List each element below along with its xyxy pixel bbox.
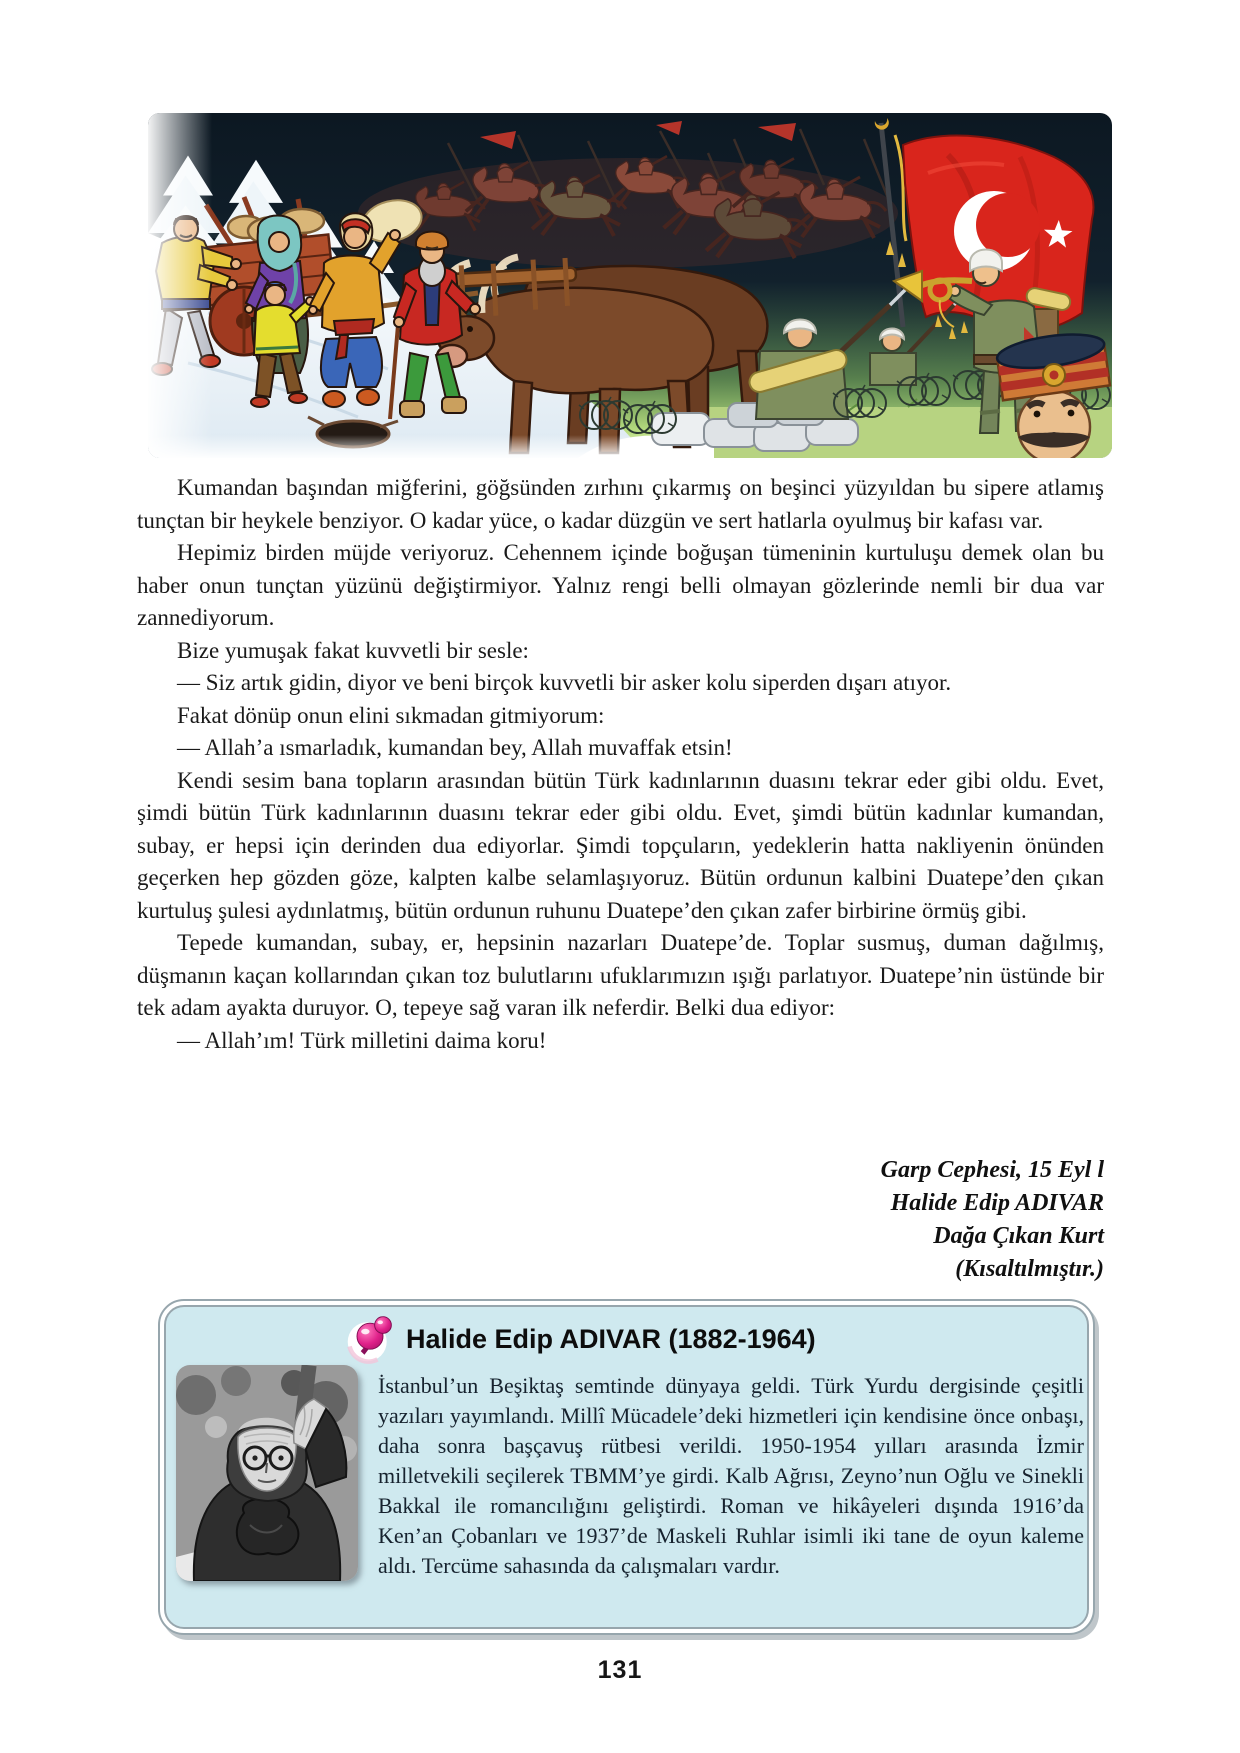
attribution-note: (Kısaltılmıştır.) (955, 1256, 1104, 1282)
author-bio-box (158, 1299, 1095, 1635)
story-paragraph-dialogue: — Siz artık gidin, diyor ve beni birçok kuvvetli bir asker kolu siperden dışarı atıyor. (177, 670, 952, 695)
bio-title: Halide Edip ADIVAR (1882-1964) (406, 1323, 816, 1354)
story-paragraph-dialogue: — Allah’a ısmarladık, kumandan bey, Allah muvaffak etsin! (177, 735, 733, 760)
pushpin-icon (344, 1313, 396, 1365)
story-paragraph: Fakat dönüp onun elini sıkmadan gitmiyorum: (177, 702, 605, 728)
bio-text: İstanbul’un Beşiktaş semtinde dünyaya geldi. Türk Yurdu dergisinde çeşitli yazıları yayımlandı. Millî Mücadele’deki hizmetleri için kendisine önce onbaşı, daha sonra başçavuş rütbesi verildi. 1950-1954 yılları arasında İzmir milletvekili seçilerek TBMM’ye girdi. Kalb Ağrısı, Zeyno’nun Oğlu ve Sinekli Bakkal ile romancılığını geliştirdi. Roman ve hikâyeleri dışında 1916’da Ken’an Çobanları ve 1937’de Maskeli Ruhlar isimli iki tane de oyun kaleme aldı. Tercüme sahasında da çalışmaları vardır. (378, 1373, 1084, 1578)
story-paragraph: Kumandan başından miğferini, göğsünden zırhını çıkarmış on beşinci yüzyıldan bu sipere atlamış tunçtan bir heykele benziyor. O kadar yüce, o kadar düzgün ve sert hatlarla oyulmuş bir kafası var. (137, 475, 1104, 533)
attribution-work: Dağa Çıkan Kurt (933, 1223, 1104, 1249)
bio-title-row (344, 1313, 816, 1365)
attribution-source: Garp Cephesi, 15 Eyl l (880, 1157, 1104, 1183)
page-number: 131 (597, 1656, 643, 1684)
story-paragraph-dialogue: — Allah’ım! Türk milletini daima koru! (177, 1027, 547, 1053)
story-paragraph: Hepimiz birden müjde veriyoruz. Cehennem içinde boğuşan tümeninin kurtuluşu demek olan bu haber onun tunçtan yüzünü değiştirmiyor. Yalnız rengi belli olmayan gözlerinde nemli bir dua var zannediyorum. (137, 540, 1104, 630)
story-paragraph: Tepede kumandan, subay, er, hepsinin nazarları Duatepe’de. Toplar susmuş, duman dağılmış, düşmanın kaçan kollarından çıkan toz bulutlarını ufuklarımızın ışığı parlatıyor. Duatepe’nin üstünde bir tek adam ayakta duruyor. O, tepeye sağ varan ilk neferdir. Belki dua ediyor: (137, 930, 1104, 1020)
story-illustration (148, 113, 1112, 458)
author-photo (176, 1365, 358, 1581)
author-bio-inner (164, 1305, 1089, 1629)
story-text (137, 472, 1104, 1057)
story-paragraph: Bize yumuşak fakat kuvvetli bir sesle: (177, 637, 529, 663)
story-attribution (881, 1154, 1104, 1286)
attribution-author: Halide Edip ADIVAR (890, 1190, 1104, 1216)
story-paragraph: Kendi sesim bana topların arasından bütün Türk kadınlarının duasını tekrar eder gibi oldu. Evet, şimdi bütün Türk kadınlarının duasını tekrar eder gibi oldu. Evet, şimdi bütün kadınlar kumandan, subay, er hepsi için derinden dua ediyorlar. Şimdi topçuların, yedeklerin hatta nakliyenin önünden geçerken hep gözden göze, kalpten kalbe selamlaşıyoruz. Bütün ordunun kalbini Duatepe’den çıkan kurtuluş şulesi aydınlatmış, bütün ordunun ruhunu Duatepe’den çıkan zafer birbirine örmüş gibi. (137, 767, 1104, 923)
